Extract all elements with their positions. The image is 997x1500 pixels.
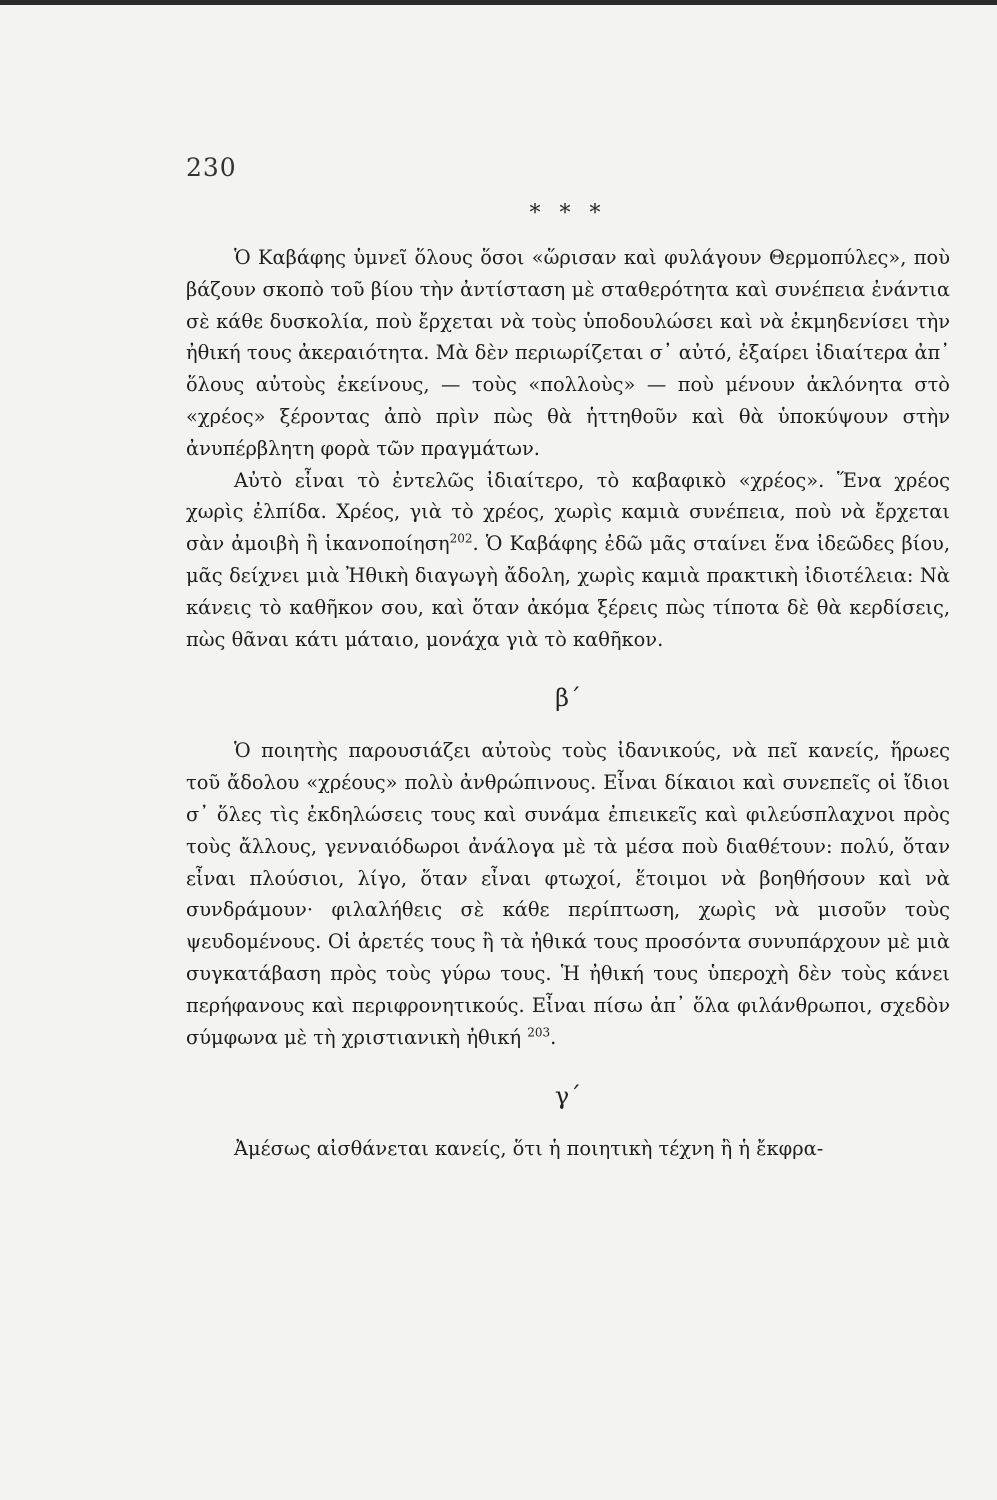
- paragraph-text: Ὁ Καβάφης ὑμνεῖ ὅλους ὅσοι «ὥρισαν καὶ φυλάγουν Θερμοπύλες», ποὺ βάζουν σκοπὸ τοῦ βίου τὴν ἀντίσταση μὲ σταθερότητα καὶ συνέπεια ἐνάντια σὲ κάθε δυσκολία, ποὺ ἔρχεται νὰ τοὺς ὑποδουλώσει καὶ νὰ ἐκμηδενίσει τὴν ἠθική τους ἀκεραιότητα. Μὰ δὲν περιωρίζεται σ᾽ αὐτό, ἐξαίρει ἰδιαίτερα ἀπ᾽ ὅλους αὐτοὺς ἐκείνους, — τοὺς «πολλοὺς» — ποὺ μένουν ἀκλόνητα στὸ «χρέος» ξέροντας ἀπὸ πρὶν πὼς θὰ ἡττηθοῦν καὶ θὰ ὑποκύψουν στὴν ἀνυπέρβλητη φορὰ τῶν πραγμάτων.: [186, 246, 950, 460]
- book-page: [186, 150, 950, 1165]
- section-heading: γ΄: [554, 1082, 582, 1111]
- section: [186, 242, 950, 655]
- section-separator: * * *: [529, 201, 607, 226]
- page-number: 230: [186, 153, 237, 182]
- scan-top-edge: [0, 0, 997, 5]
- section: [186, 681, 950, 1053]
- section: [186, 1079, 950, 1165]
- paragraph-text: Ὁ ποιητὴς παρουσιάζει αὐτοὺς τοὺς ἰδανικούς, νὰ πεῖ κανείς, ἥρωες τοῦ ἄδολου «χρέους» πολὺ ἀνθρώπινους. Εἶναι δίκαιοι καὶ συνεπεῖς οἱ ἴδιοι σ᾽ ὅλες τὶς ἐκδηλώσεις τους καὶ συνάμα ἐπιεικεῖς καὶ φιλεύσπλαχνοι πρὸς τοὺς ἄλλους, γενναιόδωροι ἀνάλογα μὲ τὰ μέσα ποὺ διαθέτουν: πολύ, ὅταν εἶναι πλούσιοι, λίγο, ὅταν εἶναι φτωχοί, ἕτοιμοι νὰ βοηθήσουν καὶ νὰ συνδράμουν· φιλαλήθεις σὲ κάθε περίπτωση, χωρὶς νὰ μισοῦν τοὺς ψευδομένους. Οἱ ἀρετές τους ἢ τὰ ἠθικά τους προσόντα συνυπάρχουν μὲ μιὰ συγκατάβαση πρὸς τοὺς γύρω τους. Ἡ ἠθική τους ὑπεροχὴ δὲν τοὺς κάνει περήφανους καὶ περιφρονητικούς. Εἶναι πίσω ἀπ᾽ ὅλα φιλάνθρωποι, σχεδὸν σύμφωνα μὲ τὴ χριστιανικὴ ἠθική: [186, 739, 950, 1049]
- paragraph: [186, 242, 950, 465]
- paragraph: [186, 735, 950, 1053]
- footnote-ref: 203: [527, 1025, 551, 1040]
- paragraph: [186, 465, 950, 656]
- section-heading: β΄: [555, 684, 581, 713]
- page-body: [186, 242, 950, 1165]
- paragraph-text: Αὐτὸ εἶναι τὸ ἐντελῶς ἰδιαίτερο, τὸ καβαφικὸ «χρέος». Ἕνα χρέος χωρὶς ἐλπίδα. Χρέος, γιὰ τὸ χρέος, χωρὶς καμιὰ συνέπεια, ποὺ νὰ ἔρχεται σὰν ἀμοιβὴ ἢ ἱκανοποίηση: [186, 468, 950, 556]
- paragraph: [186, 1133, 950, 1165]
- paragraph-text: . Ὁ Καβάφης ἐδῶ μᾶς σταίνει ἕνα ἰδεῶδες βίου, μᾶς δείχνει μιὰ Ἠθικὴ διαγωγὴ ἄδολη, χωρὶς καμιὰ πρακτικὴ ἰδιοτέλεια: Νὰ κάνεις τὸ καθῆκον σου, καὶ ὅταν ἀκόμα ξέρεις πὼς τίποτα δὲ θὰ κερδίσεις, πὼς θᾶναι κάτι μάταιο, μονάχα γιὰ τὸ καθῆκον.: [186, 532, 950, 651]
- paragraph-text: Ἀμέσως αἰσθάνεται κανείς, ὅτι ἡ ποιητικὴ τέχνη ἢ ἡ ἔκφρα-: [234, 1137, 824, 1161]
- footnote-ref: 202: [449, 531, 473, 546]
- paragraph-text: .: [550, 1025, 557, 1049]
